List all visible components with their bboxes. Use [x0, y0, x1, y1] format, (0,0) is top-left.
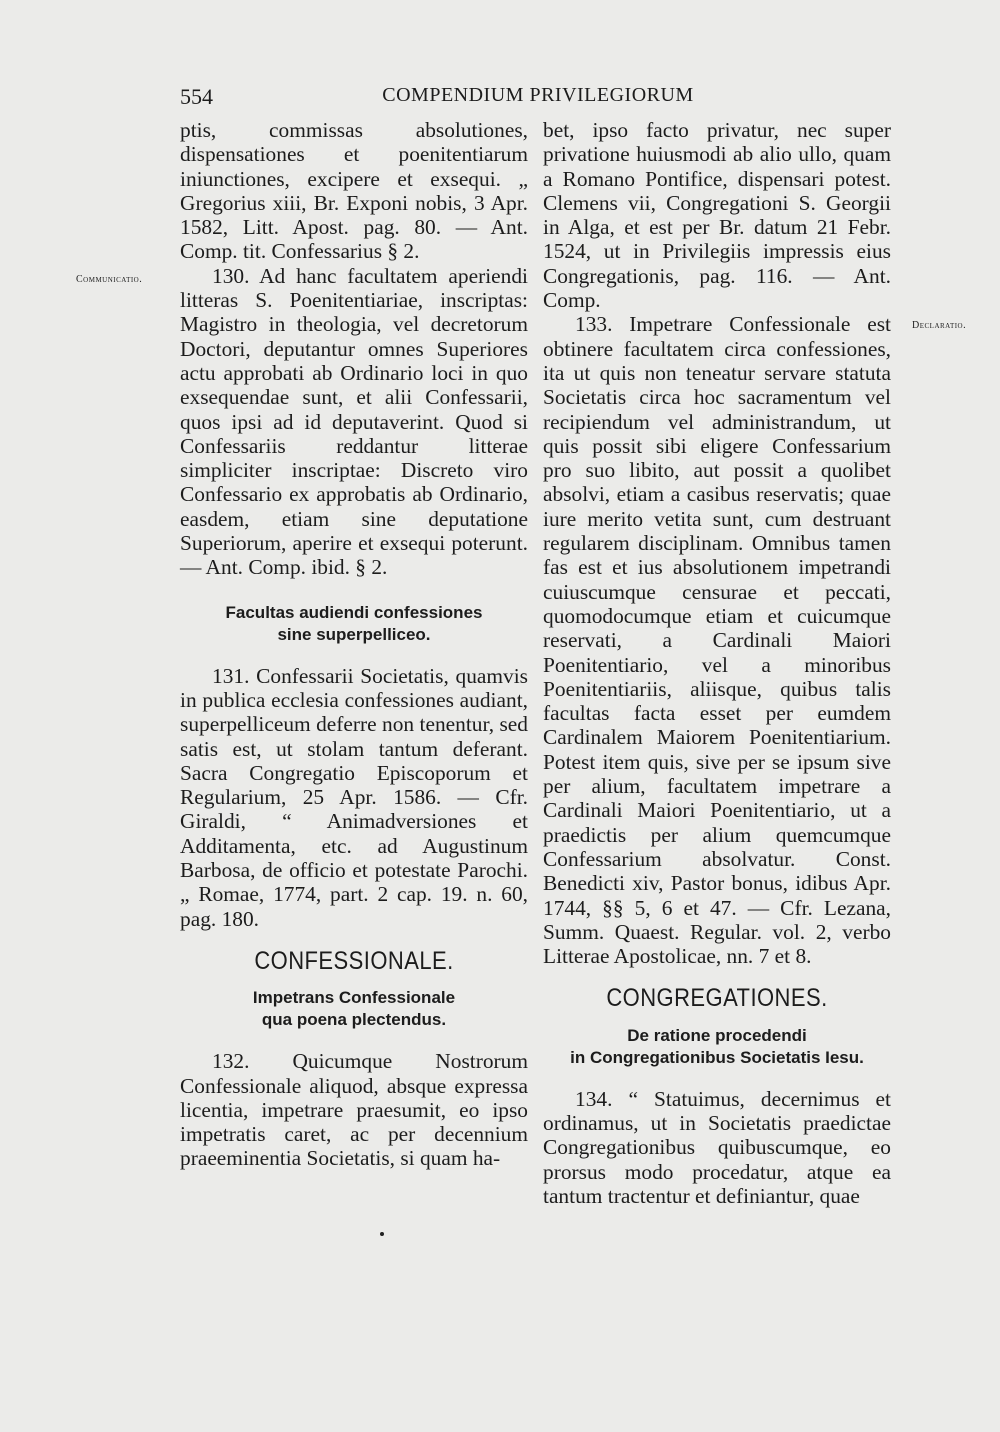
margin-note-right: Declaratio.: [912, 320, 967, 331]
paragraph-134: 134. “ Statuimus, decernimus et ordinamus, ut in Societatis praedictae Congregationibus quibuscumque, eo prorsus modo procedatur, atque ea tantum tractentur et definiantur, quae: [543, 1086, 891, 1208]
section-subheading: Facultas audiendi confessiones: [225, 602, 483, 622]
page-number: 554: [180, 84, 213, 109]
left-column: [180, 118, 528, 1171]
right-column: [543, 118, 891, 1208]
section-heading-confessionale: CONFESSIONALE.: [254, 946, 454, 975]
paragraph-continuation: ptis, commissas absolutiones, dispensationes et poenitentiarum iniunctiones, excipere et exsequi. „ Gregorius xiii, Br. Exponi nobis, 3 Apr. 1582, Litt. Apost. pag. 80. — Ant. Comp. tit. Confessarius § 2.: [180, 118, 528, 264]
paragraph-133: 133. Impetrare Confessionale est obtinere facultatem circa confessiones, ita ut quis non teneatur servare statuta Societatis circa hoc sacramentum vel recipiendum vel administrandum, ut quis possit sibi eligere Confessarium pro suo libito, aut possit a quolibet absolvi, etiam a casibus reservatis; quae iure merito vetita sunt, cum destruant regularem disciplinam. Omnibus tamen fas est et ius absolutionem impetrandi cuiuscumque censurae et peccati, quomodocumque etiam et cuicumque reservati, a Cardinali Maiori Poenitentiario, vel a minoribus Poenitentiariis, aliisque, quibus talis facultas facta esset per eumdem Cardinalem Maiorem Poenitentiarium. Potest item quis, sive per se ipsum sive per alium, facultatem impetrare a Cardinali Maiori Poenitentiario, ut a praedictis per alium quemcumque Confessarium absolvatur. Const. Benedicti xiv, Pastor bonus, idibus Apr. 1744, §§ 5, 6 et 47. — Cfr. Lezana, Summ. Quaest. Regular. vol. 2, verbo Litterae Apostolicae, nn. 7 et 8.: [543, 312, 891, 969]
paragraph-130: 130. Ad hanc facultatem aperiendi litteras S. Poenitentiariae, inscriptas: Magistro in theologia, vel decretorum Doctori, deputantur omnes Superiores actu approbati ab Ordinario loci in quo exsequendae sunt, et alii Confessarii, quos ipsi ad id deputaverint. Quod si Confessariis reddantur litterae simpliciter inscriptae: Discreto viro Confessario ex approbatis ab Ordinario, easdem, etiam sine deputatione Superiorum, aperire et exsequi poterunt. — Ant. Comp. ibid. § 2.: [180, 263, 528, 580]
section-subheading: Impetrans Confessionale: [252, 988, 456, 1008]
section-subheading: De ratione procedendi: [627, 1025, 807, 1045]
paragraph-continuation: bet, ipso facto privatur, nec super privatione huiusmodi ab alio ullo, quam a Romano Pontifice, dispensari potest. Clemens vii, Congregationi S. Georgii in Alga, et est per Br. datum 21 Febr. 1524, ut in Privilegiis impressis eius Congregationis, pag. 116. — Ant. Comp.: [543, 118, 891, 313]
section-subheading-line2: in Congregationibus Societatis Iesu.: [570, 1047, 864, 1067]
margin-note-left: Communicatio.: [76, 274, 143, 285]
paragraph-131: 131. Confessarii Societatis, quamvis in publica ecclesia confessiones audiant, superpelliceum deferre non tenentur, sed satis est, ut stolam tantum deferant. Sacra Congregatio Episcoporum et Regularium, 25 Apr. 1586. — Cfr. Giraldi, “ Animadversiones et Additamenta, etc. ad Augustinum Barbosa, de officio et potestate Parochi. „ Romae, 1774, part. 2 cap. 19. n. 60, pag. 180.: [180, 663, 528, 931]
section-heading-congregationes: CONGREGATIONES.: [606, 984, 828, 1013]
paragraph-132: 132. Quicumque Nostrorum Confessionale aliquod, absque expressa licentia, impetrare praesumit, eo ipso impetratis caret, ac per decennium praeeminentia Societatis, si quam ha-: [180, 1049, 528, 1171]
running-title: COMPENDIUM PRIVILEGIORUM: [382, 84, 694, 106]
print-mark: [380, 1232, 384, 1236]
section-subheading-line2: qua poena plectendus.: [261, 1010, 447, 1030]
section-subheading-line2: sine superpelliceo.: [277, 624, 431, 644]
